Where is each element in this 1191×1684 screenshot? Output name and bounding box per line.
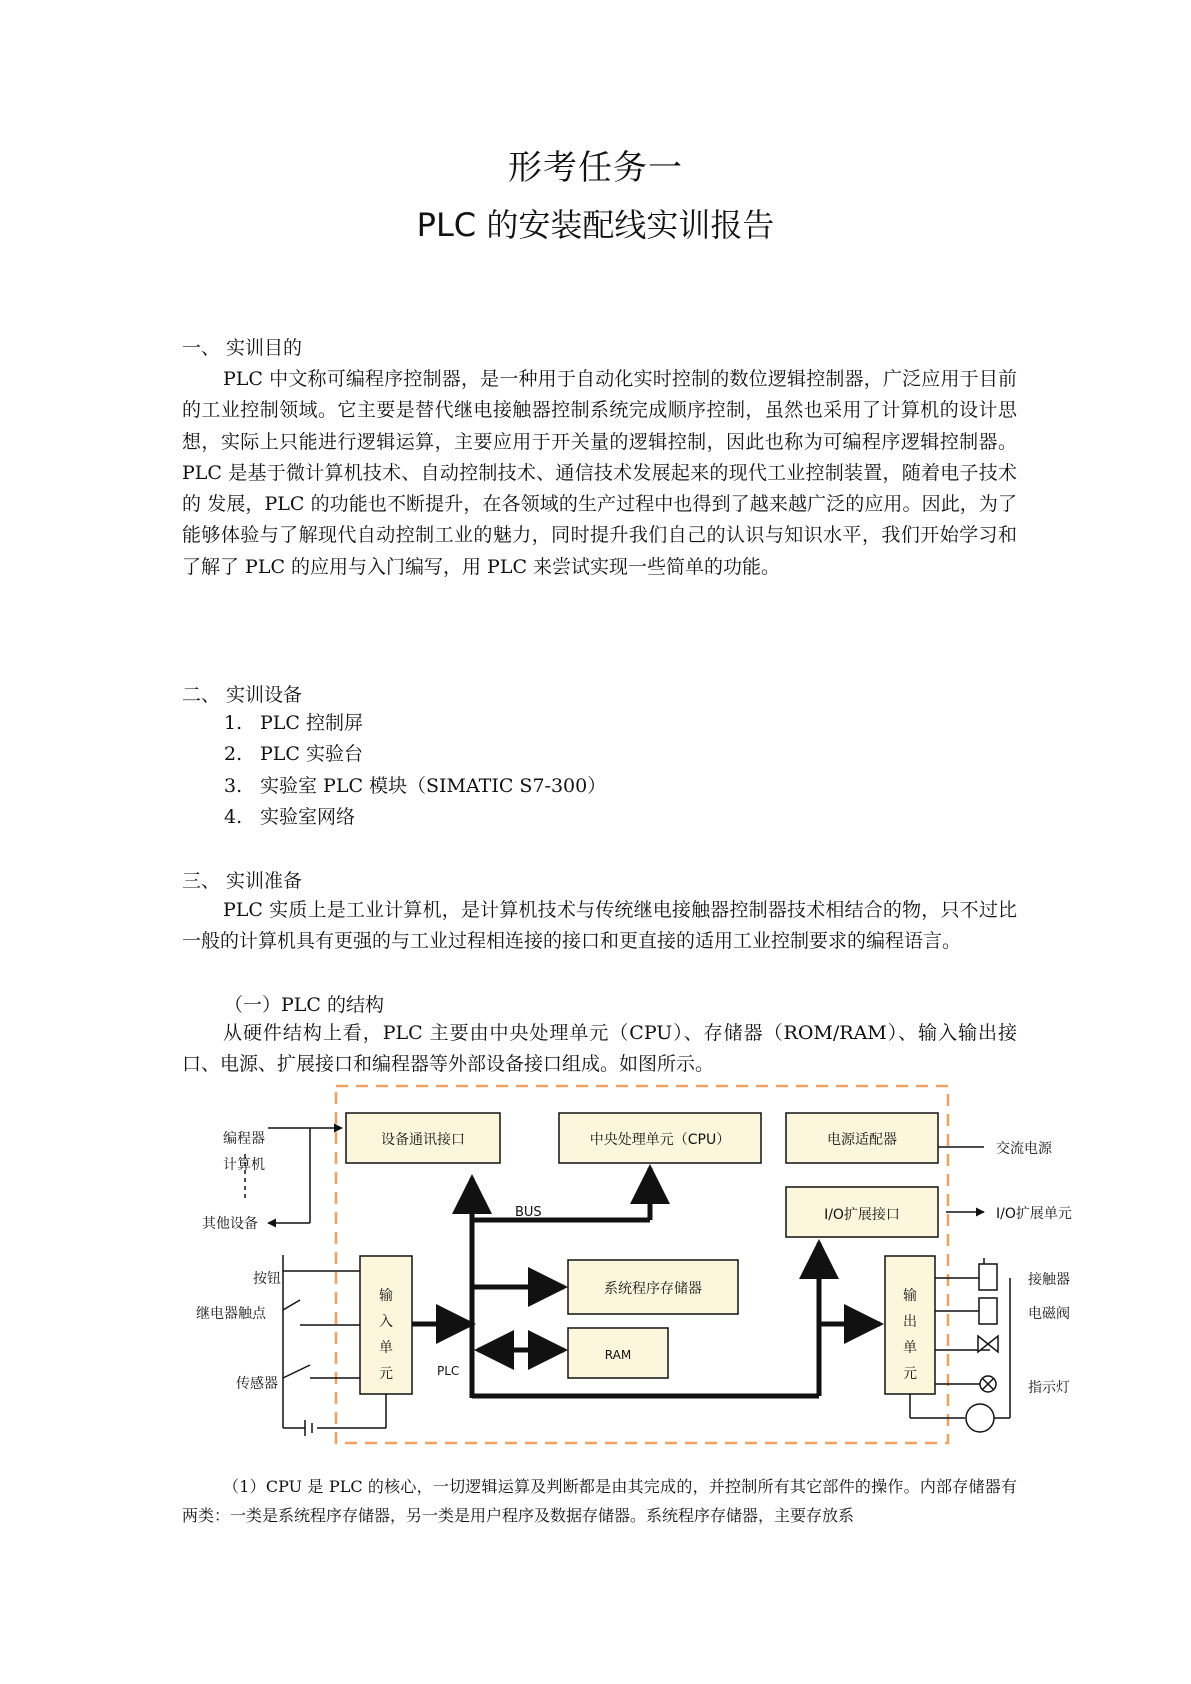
output-unit-char: 输: [903, 1288, 917, 1304]
sys-memory-box: [568, 1260, 738, 1314]
input-unit-char: 元: [379, 1366, 393, 1382]
cpu-note: （1）CPU 是 PLC 的核心，一切逻辑运算及判断都是由其完成的，并控制所有其它部件的操作。内部存储器有两类：一类是系统程序存储器，另一类是用户程序及数据存储器。系统程序存储器，主要存放系: [182, 1477, 1017, 1525]
input-unit-char: 入: [379, 1314, 393, 1330]
output-unit-char: 单: [903, 1340, 917, 1356]
io-unit-label: I/O扩展单元: [996, 1206, 1072, 1222]
section2-heading: 二、 实训设备: [182, 684, 303, 706]
list-item-text: 实验室网络: [260, 805, 356, 828]
bus-label: BUS: [515, 1205, 542, 1220]
solenoid-label: 电磁阀: [1028, 1306, 1070, 1322]
left-relay-label: 继电器触点: [196, 1306, 266, 1322]
left-sensor-label: 传感器: [236, 1376, 278, 1392]
left-programmer-label: 编程器: [223, 1131, 265, 1147]
output-unit-box: [885, 1256, 935, 1394]
section3-paragraph: PLC 实质上是工业计算机，是计算机技术与传统继电接触器控制器技术相结合的物，只不过比一般的计算机具有更强的与工业过程相连接的接口和更直接的适用工业控制要求的编程语言。: [182, 899, 1017, 953]
io-expansion-label: I/O扩展接口: [824, 1207, 900, 1223]
input-unit-char: 单: [379, 1340, 393, 1356]
section3-heading: 三、 实训准备: [182, 870, 303, 892]
input-unit-char: 输: [379, 1288, 393, 1304]
document-title: 形考任务一: [508, 148, 683, 188]
structure-subheading: （一）PLC 的结构: [224, 994, 384, 1016]
cpu-label: 中央处理单元（CPU）: [589, 1132, 731, 1148]
list-item-text: 实验室 PLC 模块（SIMATIC S7-300）: [260, 774, 607, 797]
section1-heading: 一、 实训目的: [182, 337, 303, 359]
document-subtitle: PLC 的安装配线实训报告: [416, 206, 775, 244]
plc-label: PLC: [437, 1364, 460, 1378]
power-adapter-box: [786, 1113, 938, 1163]
comm-interface-label: 设备通讯接口: [381, 1132, 465, 1148]
output-unit-char: 元: [903, 1366, 917, 1382]
left-other-label: 其他设备: [202, 1216, 258, 1232]
list-item-text: PLC 控制屏: [260, 712, 363, 734]
list-item-number: 4.: [224, 805, 243, 828]
input-unit-box: [360, 1256, 412, 1394]
comm-interface-box: [346, 1113, 500, 1163]
output-unit-char: 出: [903, 1314, 917, 1330]
left-button-label: 按钮: [253, 1271, 281, 1287]
structure-paragraph: 从硬件结构上看，PLC 主要由中央处理单元（CPU）、存储器（ROM/RAM）、输入输出接口、电源、扩展接口和编程器等外部设备接口组成。如图所示。: [182, 1022, 1017, 1076]
section1-paragraph: PLC 中文称可编程序控制器，是一种用于自动化实时控制的数位逻辑控制器，广泛应用于目前的工业控制领域。它主要是替代继电接触器控制系统完成顺序控制，虽然也采用了计算机的设计思想，实际上只能进行逻辑运算，主要应用于开关量的逻辑控制，因此也称为可编程序逻辑控制器。PLC 是基于微计算机技术、自动控制技术、通信技术发展起来的现代工业控制装置，随着电子技术的 发展，PLC 的功能也不断提升，在各领域的生产过程中也得到了越来越广泛的应用。因此，为了能够体验与了解现代自动控制工业的魅力，同时提升我们自己的认识与知识水平，我们开始学习和了解了 PLC 的应用与入门编写，用 PLC 来尝试实现一些简单的功能。: [182, 368, 1017, 578]
list-item-number: 1.: [224, 712, 243, 734]
ram-label: RAM: [604, 1348, 632, 1362]
list-item-number: 2.: [224, 743, 243, 766]
io-expansion-box: [786, 1187, 938, 1237]
left-computer-label: 计算机: [223, 1157, 265, 1173]
ac-power-label: 交流电源: [996, 1141, 1052, 1157]
contactor-label: 接触器: [1028, 1272, 1070, 1288]
power-adapter-label: 电源适配器: [827, 1132, 897, 1148]
list-item-text: PLC 实验台: [260, 743, 363, 766]
ram-box: [568, 1328, 668, 1378]
cpu-box: [559, 1113, 761, 1163]
sys-memory-label: 系统程序存储器: [604, 1281, 702, 1297]
indicator-label: 指示灯: [1028, 1380, 1070, 1396]
list-item-number: 3.: [224, 774, 243, 797]
